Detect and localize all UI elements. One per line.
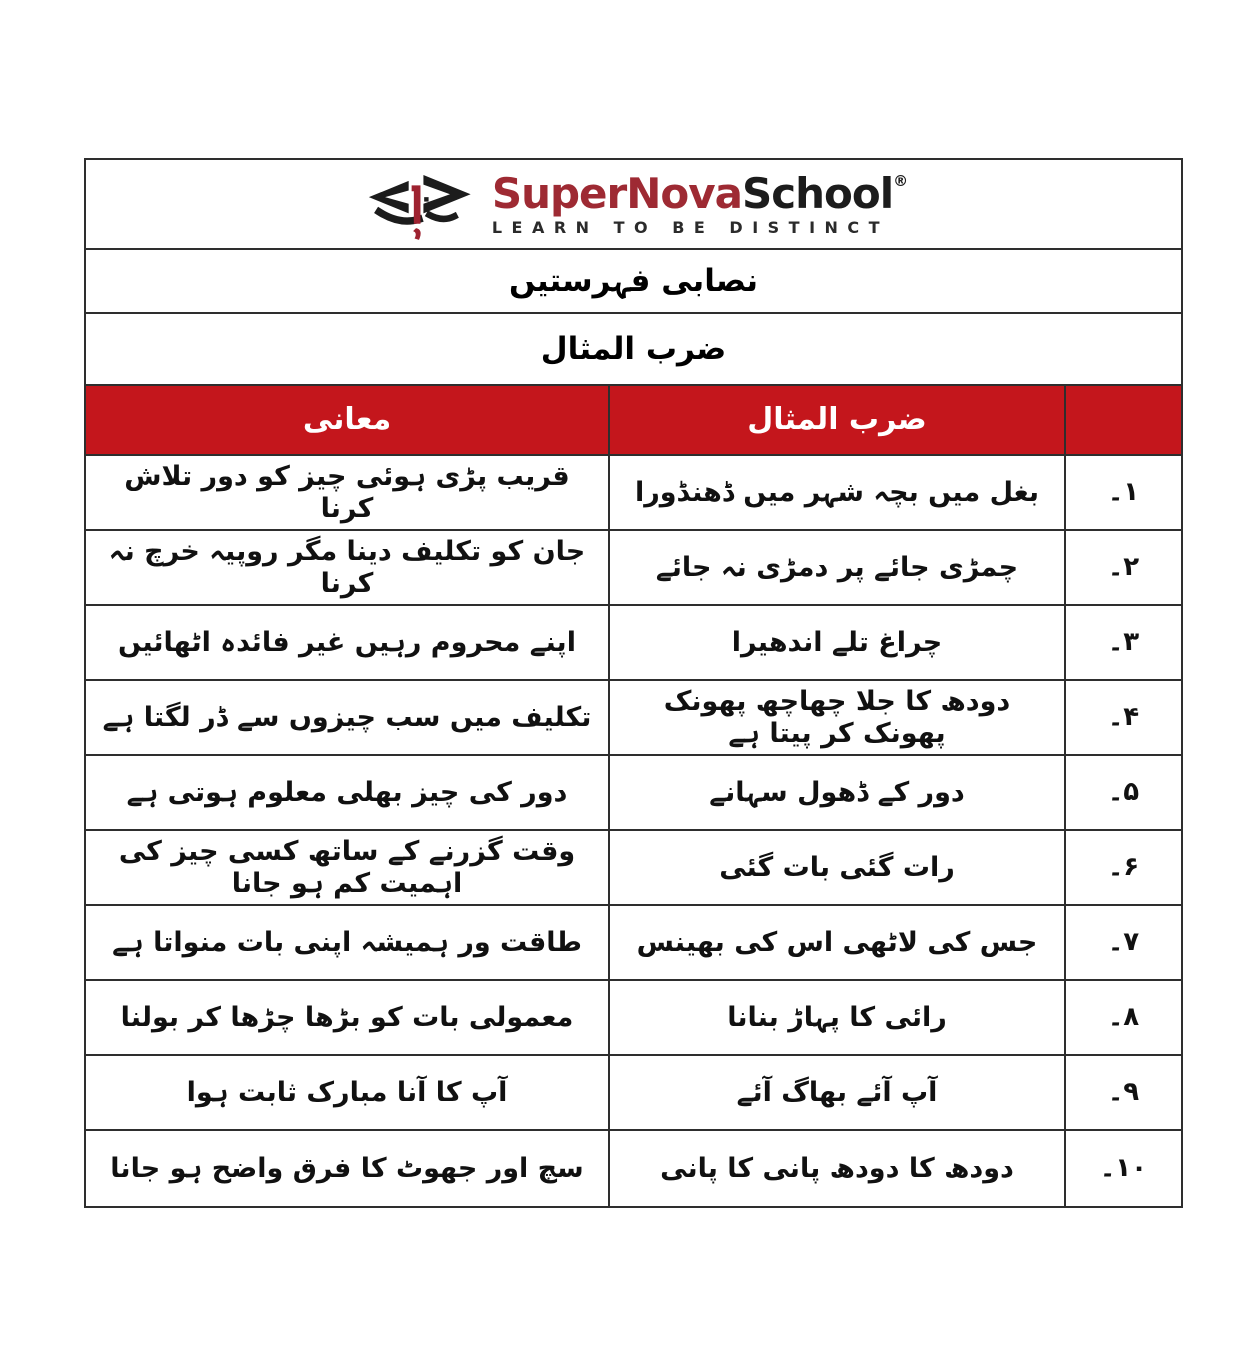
meaning-cell: طاقت ور ہمیشہ اپنی بات منواتا ہے — [112, 926, 582, 958]
table-row — [86, 681, 1181, 756]
table-row — [86, 531, 1181, 606]
header-number — [1066, 386, 1181, 454]
proverb-cell: دودھ کا دودھ پانی کا پانی — [608, 1131, 1066, 1206]
meaning-cell: دور کی چیز بھلی معلوم ہوتی ہے — [126, 776, 568, 808]
proverb-cell: رائی کا پہاڑ بنانا — [608, 981, 1066, 1054]
row-number: ۱۰۔ — [1100, 1152, 1147, 1183]
proverb-cell: دودھ کا جلا چھاچھ پھونک پھونک کر پیتا ہے — [608, 681, 1066, 754]
table-row — [86, 1131, 1181, 1206]
proverb-cell: بغل میں بچہ شہر میں ڈھنڈورا — [608, 456, 1066, 529]
table-row — [86, 906, 1181, 981]
proverb-cell: جس کی لاٹھی اس کی بھینس — [608, 906, 1066, 979]
row-number: ۳۔ — [1107, 626, 1140, 657]
logo-row — [86, 160, 1181, 250]
graduation-cap-logo-icon — [360, 166, 478, 246]
proverb-cell: چمڑی جائے پر دمڑی نہ جائے — [608, 531, 1066, 604]
proverb-cell: دور کے ڈھول سہانے — [608, 756, 1066, 829]
proverb-cell: آپ آئے بھاگ آئے — [608, 1056, 1066, 1129]
proverb-cell: رات گئی بات گئی — [608, 831, 1066, 904]
list-title: نصابی فہرستیں — [508, 262, 759, 299]
table-row — [86, 981, 1181, 1056]
table-header-row — [86, 386, 1181, 456]
proverb-cell: چراغ تلے اندھیرا — [608, 606, 1066, 679]
logo-text — [491, 168, 908, 238]
meaning-cell: آپ کا آنا مبارک ثابت ہوا — [186, 1076, 508, 1108]
row-number: ۸۔ — [1107, 1001, 1140, 1032]
row-number: ۹۔ — [1107, 1076, 1140, 1107]
meaning-cell: سچ اور جھوٹ کا فرق واضح ہو جانا — [110, 1152, 584, 1184]
table-row — [86, 756, 1181, 831]
row-number: ۶۔ — [1107, 851, 1140, 882]
meaning-cell: قریب پڑی ہوئی چیز کو دور تلاش کرنا — [124, 461, 570, 524]
table-row — [86, 1056, 1181, 1131]
logo-tagline: LEARN TO BE DISTINCT — [491, 218, 890, 238]
meaning-cell: تکلیف میں سب چیزوں سے ڈر لگتا ہے — [102, 701, 592, 733]
row-number: ۱۔ — [1107, 476, 1140, 507]
meaning-cell: معمولی بات کو بڑھا چڑھا کر بولنا — [120, 1001, 574, 1033]
meaning-cell: اپنے محروم رہیں غیر فائدہ اٹھائیں — [118, 626, 576, 658]
section-title: ضرب المثال — [540, 330, 727, 367]
meaning-cell: جان کو تکلیف دینا مگر روپیہ خرچ نہ کرنا — [108, 536, 586, 599]
brand-school: School — [741, 168, 894, 218]
brand-supernova: SuperNova — [491, 168, 742, 218]
row-number: ۲۔ — [1107, 551, 1140, 582]
table-row — [86, 606, 1181, 681]
row-number: ۷۔ — [1107, 926, 1140, 957]
brand-name — [491, 168, 908, 218]
section-title-row — [86, 314, 1181, 386]
school-logo — [360, 162, 907, 246]
row-number: ۴۔ — [1107, 701, 1140, 732]
proverbs-table — [84, 158, 1183, 1208]
table-row — [86, 456, 1181, 531]
meaning-cell: وقت گزرنے کے ساتھ کسی چیز کی اہمیت کم ہو جانا — [118, 836, 576, 899]
row-number: ۵۔ — [1107, 776, 1140, 807]
table-row — [86, 831, 1181, 906]
header-proverb: ضرب المثال — [608, 386, 1066, 454]
header-meaning: معانی — [302, 401, 392, 437]
list-title-row — [86, 250, 1181, 314]
registered-trademark: ® — [893, 171, 908, 190]
